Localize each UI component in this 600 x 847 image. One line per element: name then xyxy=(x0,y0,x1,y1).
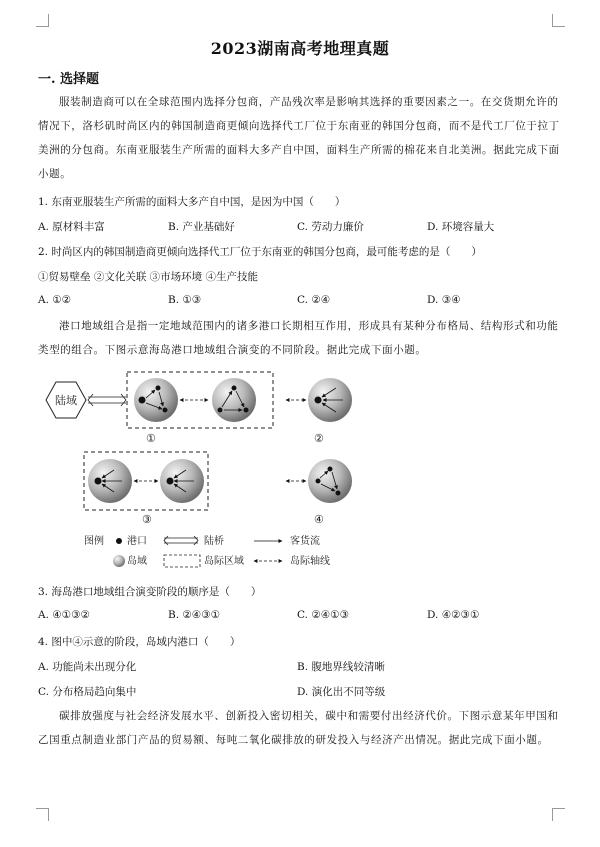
q3-option-b: B. ②④③① xyxy=(168,609,221,621)
island-port-diagram xyxy=(38,366,562,576)
section-heading: 一. 选择题 xyxy=(38,72,100,87)
port-dot xyxy=(95,478,102,485)
q4-option-d: D. 演化出不同等级 xyxy=(297,686,386,698)
stage-label-3: ③ xyxy=(142,513,152,526)
page-title: 2023湖南高考地理真题 xyxy=(210,39,390,58)
port-dot xyxy=(163,408,168,413)
q2-option-b: B. ①③ xyxy=(168,294,202,306)
question-3-stem: 3. 海岛港口地域组合演变阶段的顺序是（ ） xyxy=(38,586,262,598)
island-sphere xyxy=(308,459,352,503)
legend-axis: 岛际轴线 xyxy=(290,556,330,567)
land-label: 陆域 xyxy=(55,394,77,407)
legend-island: 岛域 xyxy=(127,556,147,567)
land-hexagon xyxy=(46,382,86,418)
legend-title: 图例 xyxy=(84,536,104,547)
q3-option-d: D. ④②③① xyxy=(427,609,480,621)
port-dot xyxy=(218,408,223,413)
q1-option-c: C. 劳动力廉价 xyxy=(297,221,364,233)
port-dot xyxy=(336,491,341,496)
passage-3: 碳排放强度与社会经济发展水平、创新投入密切相关，碳中和需要付出经济代价。下图示意某年甲国和乙国重点制造业部门产品的贸易额、每吨二氧化碳排放的研发投入与经济产出情况。据此完成下面小题。 xyxy=(38,710,559,746)
q2-option-d: D. ③④ xyxy=(427,294,461,306)
q1-option-a: A. 原材料丰富 xyxy=(38,221,105,233)
stage-label-2: ② xyxy=(314,432,324,445)
legend-port: 港口 xyxy=(127,536,147,547)
port-dot xyxy=(139,397,146,404)
port-dot xyxy=(315,397,322,404)
port-dot xyxy=(244,408,249,413)
passage-1: 服装制造商可以在全球范围内选择分包商，产品残次率是影响其选择的重要因素之一。在交货期允许的情况下，洛杉矶时尚区内的韩国制造商更倾向选择代工厂位于东南亚的韩国分包商，而不是代工厂位于拉丁美洲的分包商。东南亚服装生产所需的面料大多产自中国，面料生产所需的棉花来自北美洲。据此完成下面小题。 xyxy=(38,96,560,180)
q4-option-c: C. 分布格局趋向集中 xyxy=(38,686,137,698)
legend-passenger: 客货流 xyxy=(290,536,320,547)
port-dot xyxy=(328,467,333,472)
q2-option-c: C. ②④ xyxy=(297,294,331,306)
q4-option-a: A. 功能尚未出现分化 xyxy=(38,661,137,673)
page-corner-mark xyxy=(552,14,565,27)
question-1-stem: 1. 东南亚服装生产所需的面料大多产自中国，是因为中国（ ） xyxy=(38,196,346,208)
question-2-factors: ①贸易壁垒 ②文化关联 ③市场环境 ④生产技能 xyxy=(38,271,259,283)
port-dot xyxy=(232,386,237,391)
q3-option-a: A. ④①③② xyxy=(38,609,90,621)
question-4-stem: 4. 图中④示意的阶段，岛域内港口（ ） xyxy=(38,636,241,648)
passage-2: 港口地域组合是指一定地域范围内的诸多港口长期相互作用，形成具有某种分布格局、结构形式和功能类型的组合。下图示意海岛港口地域组合演变的不同阶段。据此完成下面小题。 xyxy=(38,320,559,356)
legend-bridge: 陆桥 xyxy=(204,536,224,547)
stage-label-4: ④ xyxy=(314,513,324,526)
q1-option-d: D. 环境容量大 xyxy=(427,221,495,233)
diagram-legend xyxy=(84,534,330,567)
question-2-stem: 2. 时尚区内的韩国制造商更倾向选择代工厂位于东南亚的韩国分包商，最可能考虑的是（ ） xyxy=(38,246,482,258)
q2-option-a: A. ①② xyxy=(38,294,72,306)
port-dot xyxy=(316,479,321,484)
q3-option-c: C. ②④①③ xyxy=(297,609,349,621)
page-corner-mark xyxy=(36,808,49,821)
island-sphere xyxy=(212,378,256,422)
page-corner-mark xyxy=(36,14,49,27)
page-corner-mark xyxy=(552,808,565,821)
land-bridge-icon xyxy=(88,394,126,406)
q4-option-b: B. 腹地界线较清晰 xyxy=(297,661,385,673)
port-dot xyxy=(156,386,161,391)
port-dot xyxy=(167,478,174,485)
stage-label-1: ① xyxy=(146,432,156,445)
q1-option-b: B. 产业基础好 xyxy=(168,221,235,233)
legend-inter-island: 岛际区域 xyxy=(204,556,244,567)
